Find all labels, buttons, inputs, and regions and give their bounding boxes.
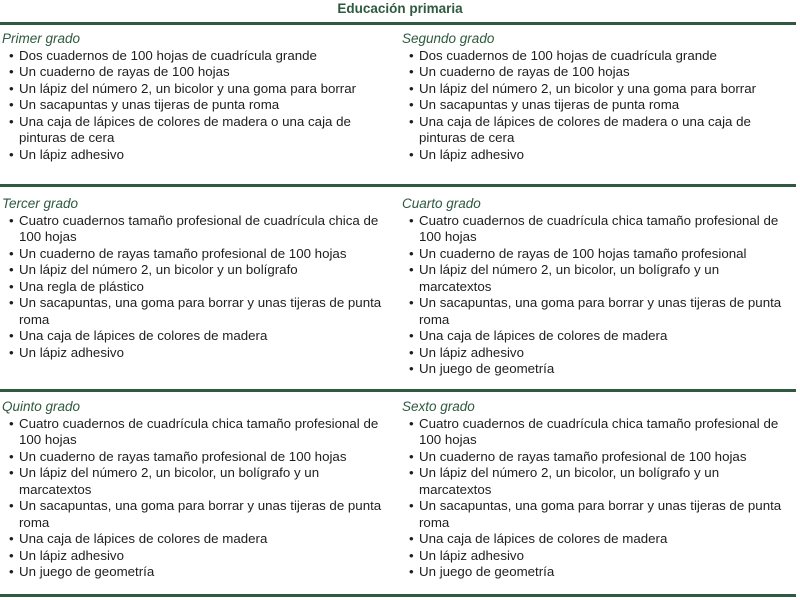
list-item: • Un lápiz del número 2, un bicolor, un bolígrafo y un marcatextos — [2, 465, 390, 498]
divider-row-1 — [0, 184, 796, 187]
grade-cell-tercer — [2, 196, 390, 361]
supply-list — [2, 48, 390, 164]
divider-top — [0, 22, 796, 25]
grade-cell-cuarto — [402, 196, 794, 378]
list-item: • Un juego de geometría — [402, 564, 794, 581]
grade-heading: Primer grado — [2, 31, 81, 46]
list-item: • Un cuaderno de rayas tamaño profesional de 100 hojas — [2, 246, 390, 263]
list-item: • Cuatro cuadernos de cuadrícula chica tamaño profesional de 100 hojas — [2, 416, 390, 449]
list-item: • Un sacapuntas, una goma para borrar y unas tijeras de punta roma — [402, 498, 794, 531]
list-item: • Un sacapuntas, una goma para borrar y unas tijeras de punta roma — [2, 295, 390, 328]
list-item: • Un lápiz adhesivo — [402, 147, 794, 164]
list-item: • Una regla de plástico — [2, 279, 390, 296]
list-item: • Un cuaderno de rayas tamaño profesional de 100 hojas — [2, 449, 390, 466]
list-item: • Dos cuadernos de 100 hojas de cuadrícula grande — [402, 48, 794, 65]
divider-row-2 — [0, 389, 796, 392]
list-item: • Un cuaderno de rayas tamaño profesional de 100 hojas — [402, 449, 794, 466]
list-item: • Un cuaderno de rayas de 100 hojas — [2, 64, 390, 81]
list-item: • Una caja de lápices de colores de madera o una caja de pinturas de cera — [402, 114, 794, 147]
list-item: • Un lápiz adhesivo — [2, 345, 390, 362]
list-item: • Un lápiz del número 2, un bicolor y un bolígrafo — [2, 262, 390, 279]
supply-list — [2, 416, 390, 581]
list-item: • Un lápiz del número 2, un bicolor y una goma para borrar — [2, 81, 390, 98]
list-item: • Un lápiz adhesivo — [402, 548, 794, 565]
page-title: Educación primaria — [337, 1, 463, 16]
grade-cell-sexto — [402, 399, 794, 581]
list-item: • Un sacapuntas, una goma para borrar y unas tijeras de punta roma — [402, 295, 794, 328]
list-item: • Un juego de geometría — [2, 564, 390, 581]
list-item: • Un cuaderno de rayas de 100 hojas tamaño profesional — [402, 246, 794, 263]
supply-list — [402, 48, 794, 164]
supply-list — [402, 213, 794, 378]
supply-list — [2, 213, 390, 362]
list-item: • Cuatro cuadernos de cuadrícula chica tamaño profesional de 100 hojas — [402, 213, 794, 246]
list-item: • Una caja de lápices de colores de madera o una caja de pinturas de cera — [2, 114, 390, 147]
supply-list — [402, 416, 794, 581]
grade-heading: Quinto grado — [2, 399, 81, 414]
list-item: • Cuatro cuadernos tamaño profesional de cuadrícula chica de 100 hojas — [2, 213, 390, 246]
list-item: • Un lápiz adhesivo — [402, 345, 794, 362]
grade-cell-primer — [2, 31, 390, 163]
list-item: • Un sacapuntas y unas tijeras de punta roma — [402, 97, 794, 114]
list-item: • Un sacapuntas y unas tijeras de punta roma — [2, 97, 390, 114]
list-item: • Un lápiz adhesivo — [2, 548, 390, 565]
list-item: • Una caja de lápices de colores de madera — [2, 531, 390, 548]
list-item: • Un lápiz del número 2, un bicolor, un bolígrafo y un marcatextos — [402, 465, 794, 498]
list-item: • Un lápiz del número 2, un bicolor y una goma para borrar — [402, 81, 794, 98]
grade-heading: Cuarto grado — [402, 196, 481, 211]
list-item: • Un lápiz del número 2, un bicolor, un bolígrafo y un marcatextos — [402, 262, 794, 295]
list-item: • Un cuaderno de rayas de 100 hojas — [402, 64, 794, 81]
list-item: • Un sacapuntas, una goma para borrar y unas tijeras de punta roma — [2, 498, 390, 531]
grade-cell-segundo — [402, 31, 794, 163]
grade-cell-quinto — [2, 399, 390, 581]
grade-heading: Segundo grado — [402, 31, 495, 46]
list-item: • Un juego de geometría — [402, 361, 794, 378]
grade-heading: Sexto grado — [402, 399, 475, 414]
grade-heading: Tercer grado — [2, 196, 79, 211]
list-item: • Una caja de lápices de colores de madera — [402, 328, 794, 345]
list-item: • Una caja de lápices de colores de madera — [402, 531, 794, 548]
list-item: • Una caja de lápices de colores de madera — [2, 328, 390, 345]
list-item: • Un lápiz adhesivo — [2, 147, 390, 164]
list-item: • Dos cuadernos de 100 hojas de cuadrícula grande — [2, 48, 390, 65]
divider-bottom — [0, 594, 796, 597]
list-item: • Cuatro cuadernos de cuadrícula chica tamaño profesional de 100 hojas — [402, 416, 794, 449]
